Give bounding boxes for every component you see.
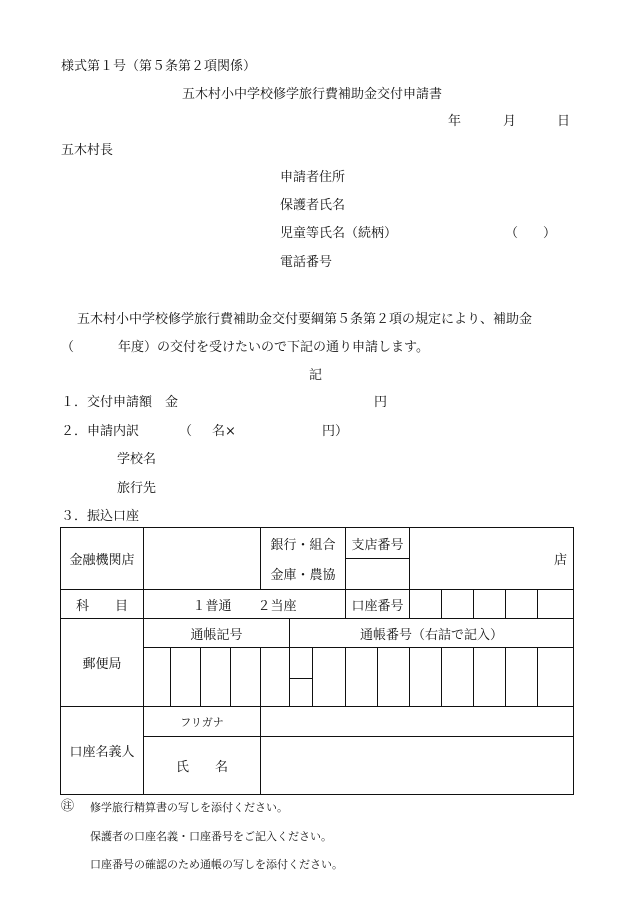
child-relation-paren-open: （ bbox=[505, 226, 519, 241]
number-digit[interactable] bbox=[378, 648, 410, 707]
passbook-number-label: 通帳番号（右詰で記入） bbox=[290, 619, 574, 648]
institution-label: 金融機関店 bbox=[61, 528, 144, 590]
number-digit[interactable] bbox=[410, 648, 442, 707]
symbol-digit[interactable] bbox=[144, 648, 171, 707]
phone-label: 電話番号 bbox=[280, 255, 333, 270]
account-digit[interactable] bbox=[410, 590, 442, 619]
transfer-account-label: ３．振込口座 bbox=[61, 509, 140, 524]
symbol-digit[interactable] bbox=[231, 648, 261, 707]
destination-label: 旅行先 bbox=[117, 481, 157, 496]
form-title: 五木村小中学校修学旅行費補助金交付申請書 bbox=[182, 87, 443, 102]
applicant-address-label: 申請者住所 bbox=[280, 170, 346, 185]
detail-yen: 円） bbox=[322, 424, 349, 439]
date-month: 月 bbox=[503, 114, 517, 129]
account-type-options[interactable]: １普通 ２当座 bbox=[144, 590, 346, 619]
date-day: 日 bbox=[557, 114, 571, 129]
note-mark: ㊟ bbox=[61, 799, 75, 814]
number-digit[interactable] bbox=[538, 648, 574, 707]
body-text-line1: 五木村小中学校修学旅行費補助金交付要綱第５条第２項の規定により、補助金 bbox=[77, 312, 533, 327]
form-number: 様式第１号（第５条第２項関係） bbox=[61, 59, 257, 74]
symbol-digit[interactable] bbox=[171, 648, 201, 707]
addressee: 五木村長 bbox=[61, 143, 114, 158]
note-3: 口座番号の確認のため通帳の写しを添付ください。 bbox=[90, 858, 343, 871]
note-1: 修学旅行精算書の写しを添付ください。 bbox=[90, 801, 288, 814]
body-text-paren-open: （ bbox=[61, 340, 75, 355]
note-2: 保護者の口座名義・口座番号をご記入ください。 bbox=[90, 830, 332, 843]
child-relation-paren-close: ） bbox=[543, 226, 557, 241]
number-digit[interactable] bbox=[442, 648, 474, 707]
institution-name-input[interactable] bbox=[144, 528, 261, 590]
holder-name-input[interactable] bbox=[261, 737, 574, 795]
detail-paren-open: （ bbox=[179, 424, 193, 439]
child-name-label: 児童等氏名（続柄） bbox=[280, 226, 398, 241]
passbook-symbol-label: 通帳記号 bbox=[144, 619, 290, 648]
number-digit[interactable] bbox=[506, 648, 538, 707]
subject-label: 科 目 bbox=[61, 590, 144, 619]
separator-cell bbox=[290, 679, 313, 707]
amount-label: １．交付申請額 金 bbox=[61, 395, 179, 410]
branch-no-label: 支店番号 bbox=[346, 528, 410, 559]
holder-name-label: 氏 名 bbox=[144, 737, 261, 795]
branch-no-input[interactable] bbox=[346, 559, 410, 590]
symbol-digit[interactable] bbox=[261, 648, 290, 707]
furigana-input[interactable] bbox=[261, 707, 574, 737]
furigana-label: フリガナ bbox=[144, 707, 261, 737]
bank-account-table bbox=[60, 527, 574, 795]
account-digit[interactable] bbox=[538, 590, 574, 619]
symbol-digit[interactable] bbox=[201, 648, 231, 707]
date-year: 年 bbox=[448, 114, 462, 129]
school-label: 学校名 bbox=[117, 452, 157, 467]
body-text-line2: 年度）の交付を受けたいので下記の通り申請します。 bbox=[118, 340, 429, 355]
holder-label: 口座名義人 bbox=[61, 707, 144, 795]
separator-cell bbox=[290, 648, 313, 679]
post-office-label: 郵便局 bbox=[61, 619, 144, 707]
number-digit[interactable] bbox=[474, 648, 506, 707]
detail-label: ２．申請内訳 bbox=[61, 424, 140, 439]
amount-unit: 円 bbox=[374, 395, 388, 410]
detail-person: 名× bbox=[212, 424, 236, 439]
number-digit[interactable] bbox=[313, 648, 346, 707]
number-digit[interactable] bbox=[346, 648, 378, 707]
branch-name-input[interactable] bbox=[410, 528, 574, 590]
account-digit[interactable] bbox=[506, 590, 538, 619]
account-no-label: 口座番号 bbox=[346, 590, 410, 619]
account-digit[interactable] bbox=[442, 590, 474, 619]
account-digit[interactable] bbox=[474, 590, 506, 619]
vault-coop-label: 金庫・農協 bbox=[261, 559, 346, 590]
ki-heading: 記 bbox=[309, 368, 323, 383]
branch-suffix: 店 bbox=[554, 553, 568, 568]
guardian-name-label: 保護者氏名 bbox=[280, 198, 346, 213]
bank-union-label: 銀行・組合 bbox=[261, 528, 346, 559]
